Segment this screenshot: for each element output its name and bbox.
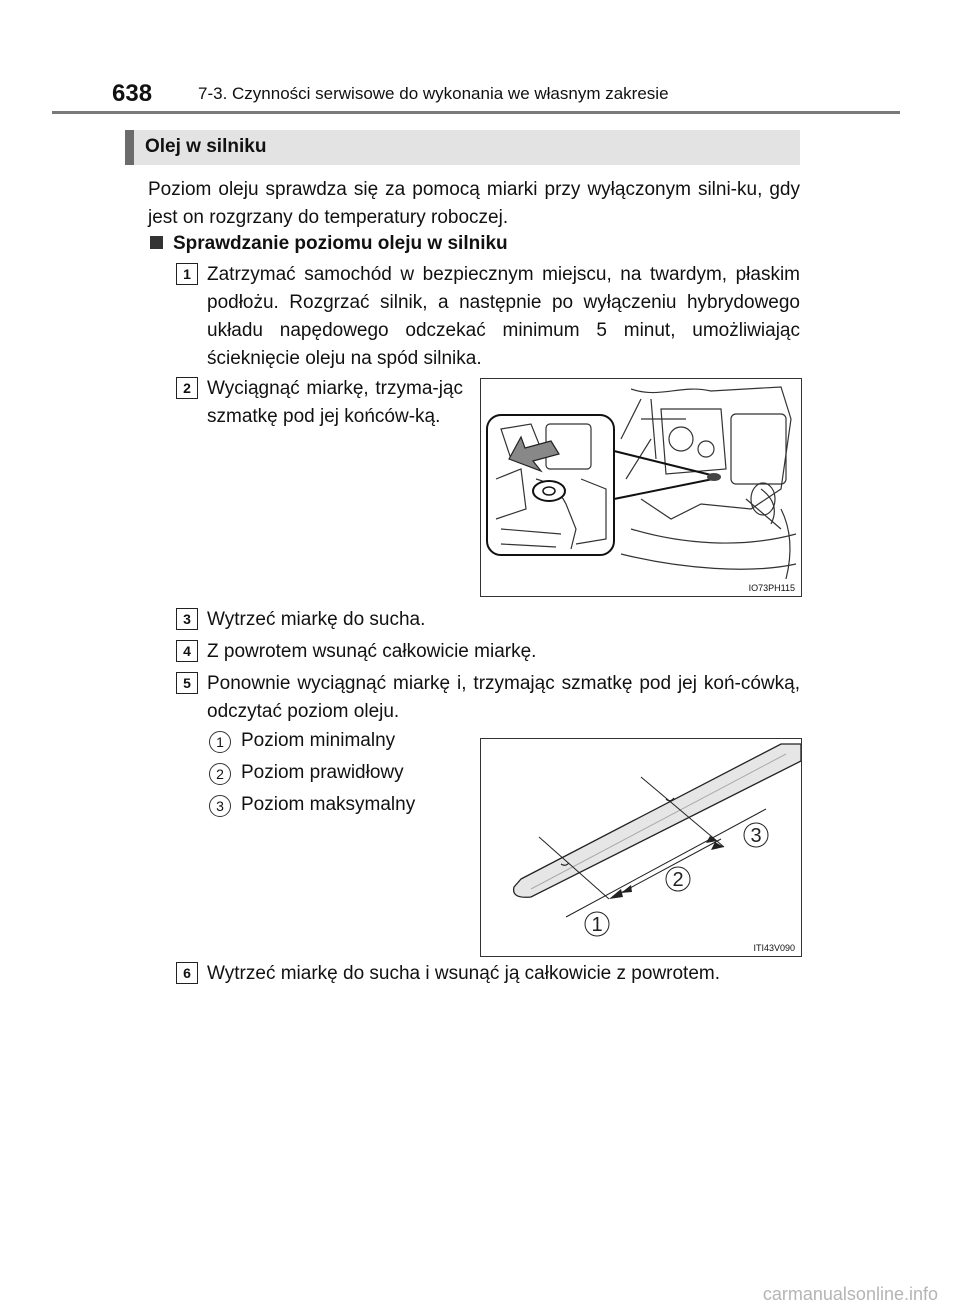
square-bullet-icon [150, 236, 163, 249]
step-number-3: 3 [176, 608, 198, 630]
dipstick-illustration [481, 739, 801, 956]
dipstick-callout-2: 2 [672, 869, 684, 891]
legend-label-1: Poziom minimalny [241, 730, 396, 751]
step-text-3: Wytrzeć miarkę do sucha. [207, 609, 426, 630]
step-text-2: Wyciągnąć miarkę, trzyma-jąc szmatkę pod jej końców-ką. [207, 378, 463, 427]
header-rule [52, 111, 900, 114]
step-number-5: 5 [176, 672, 198, 694]
engine-figure [480, 378, 802, 597]
step-number-2: 2 [176, 377, 198, 399]
dipstick-callout-3: 3 [750, 825, 762, 847]
step-number-6: 6 [176, 962, 198, 984]
dipstick-callout-1: 1 [591, 914, 603, 936]
legend-label-2: Poziom prawidłowy [241, 762, 404, 783]
legend-number-2: 2 [209, 763, 231, 785]
section-title: Olej w silniku [145, 136, 267, 157]
engine-figure-code: IO73PH115 [748, 583, 795, 593]
legend-number-3: 3 [209, 795, 231, 817]
step-text-4: Z powrotem wsunąć całkowicie miarkę. [207, 641, 537, 662]
page-number: 638 [112, 80, 153, 107]
step-text-5: Ponownie wyciągnąć miarkę i, trzymając szmatkę pod jej koń-cówką, odczytać poziom oleju. [207, 673, 800, 722]
step-number-4: 4 [176, 640, 198, 662]
dipstick-figure-code: ITI43V090 [753, 943, 795, 953]
step-text-1: Zatrzymać samochód w bezpiecznym miejscu, na twardym, płaskim podłożu. Rozgrzać silnik, a następnie po wyłączeniu hybrydowego układu napędowego odczekać minimum 5 minut, umożliwiając ścieknięcie oleju na spód silnika. [207, 264, 800, 369]
legend-label-3: Poziom maksymalny [241, 794, 416, 815]
watermark: carmanualsonline.info [762, 1284, 938, 1304]
running-head: 7-3. Czynności serwisowe do wykonania we własnym zakresie [198, 84, 669, 103]
section-stripe [125, 130, 134, 165]
subsection-heading [150, 233, 508, 255]
dipstick-figure [480, 738, 802, 957]
legend-number-1: 1 [209, 731, 231, 753]
subsection-title: Sprawdzanie poziomu oleju w silniku [173, 233, 508, 254]
engine-illustration [481, 379, 801, 596]
section-header [125, 130, 800, 165]
step-number-1: 1 [176, 263, 198, 285]
intro-paragraph: Poziom oleju sprawdza się za pomocą miarki przy wyłączonym silni-ku, gdy jest on rozgrzany do temperatury roboczej. [148, 179, 800, 228]
step-text-6: Wytrzeć miarkę do sucha i wsunąć ją całkowicie z powrotem. [207, 963, 721, 984]
